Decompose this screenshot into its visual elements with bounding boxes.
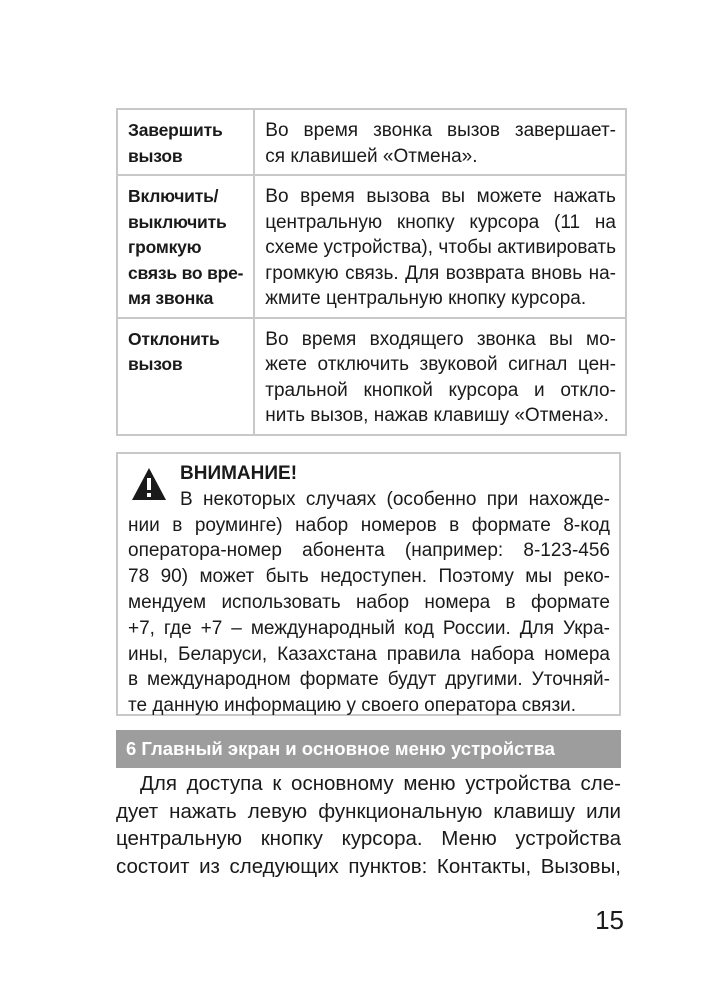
section-heading: 6 Главный экран и основное меню устройства xyxy=(116,730,621,768)
desc-line: Во время звонка вызов завершает- xyxy=(265,120,616,141)
table-desc-cell xyxy=(254,318,626,435)
paragraph-line: Для доступа к основному меню устройства сле- xyxy=(140,772,621,795)
table-term-cell xyxy=(117,109,254,175)
warning-line: ины, Беларуси, Казахстана правила набора номера xyxy=(128,643,610,665)
term-line: мя звонка xyxy=(128,288,214,308)
term-line: вызов xyxy=(128,145,183,166)
body-paragraph xyxy=(116,770,621,880)
term-line: Отклонить xyxy=(128,328,220,349)
table-row xyxy=(117,318,626,435)
desc-line: центральную кнопку курсора (11 на xyxy=(265,211,616,233)
warning-line: те данную информацию у своего оператора связи. xyxy=(128,695,577,717)
warning-line: нии в роуминге) набор номеров в формате 8-код xyxy=(128,514,610,536)
desc-line: громкую связь. Для возврата вновь на- xyxy=(265,262,616,284)
table-row xyxy=(117,175,626,318)
paragraph-line: центральную кнопку курсора. Меню устройства xyxy=(116,827,621,850)
desc-line: Во время вызова вы можете нажать xyxy=(265,186,616,207)
paragraph-line: дует нажать левую функциональную клавишу или xyxy=(116,799,621,823)
warning-line: в международном формате будут другими. Уточняй- xyxy=(128,669,610,691)
desc-line: тральной кнопкой курсора и откло- xyxy=(265,379,616,401)
term-line: выключить xyxy=(128,211,227,232)
warning-line: мендуем использовать набор номера в формате xyxy=(128,591,610,613)
term-line: связь во вре- xyxy=(128,262,244,283)
term-line: Включить/ xyxy=(128,186,219,206)
warning-text xyxy=(128,487,610,719)
table-term-cell xyxy=(117,175,254,318)
table-desc-cell xyxy=(254,109,626,175)
warning-line: 78 90) может быть недоступен. Поэтому мы реко- xyxy=(128,566,610,588)
table-row xyxy=(117,109,626,175)
warning-line: оператора-номер абонента (например: 8-123-456 xyxy=(128,540,610,562)
desc-line: ся клавишей «Отмена». xyxy=(265,145,478,167)
desc-line: нить вызов, нажав клавишу «Отмена». xyxy=(265,405,609,426)
desc-line: жете отключить звуковой сигнал цен- xyxy=(265,354,616,375)
table-term-cell xyxy=(117,318,254,435)
desc-line: жмите центральную кнопку курсора. xyxy=(265,288,587,309)
term-line: Завершить xyxy=(128,120,223,140)
desc-line: Во время входящего звонка вы мо- xyxy=(265,328,616,350)
warning-line: +7, где +7 – международный код России. Для Укра- xyxy=(128,617,610,639)
term-line: громкую xyxy=(128,237,202,257)
functions-table xyxy=(116,108,627,436)
desc-line: схеме устройства), чтобы активировать xyxy=(265,237,616,258)
warning-box xyxy=(116,452,621,716)
page-number: 15 xyxy=(595,905,624,935)
warning-title: ВНИМАНИЕ! xyxy=(180,463,298,484)
table-desc-cell xyxy=(254,175,626,318)
paragraph-line: состоит из следующих пунктов: Контакты, Вызовы, xyxy=(116,854,621,878)
term-line: вызов xyxy=(128,354,183,374)
warning-icon xyxy=(130,466,168,502)
warning-line: В некоторых случаях (особенно при нахожде- xyxy=(180,488,610,510)
